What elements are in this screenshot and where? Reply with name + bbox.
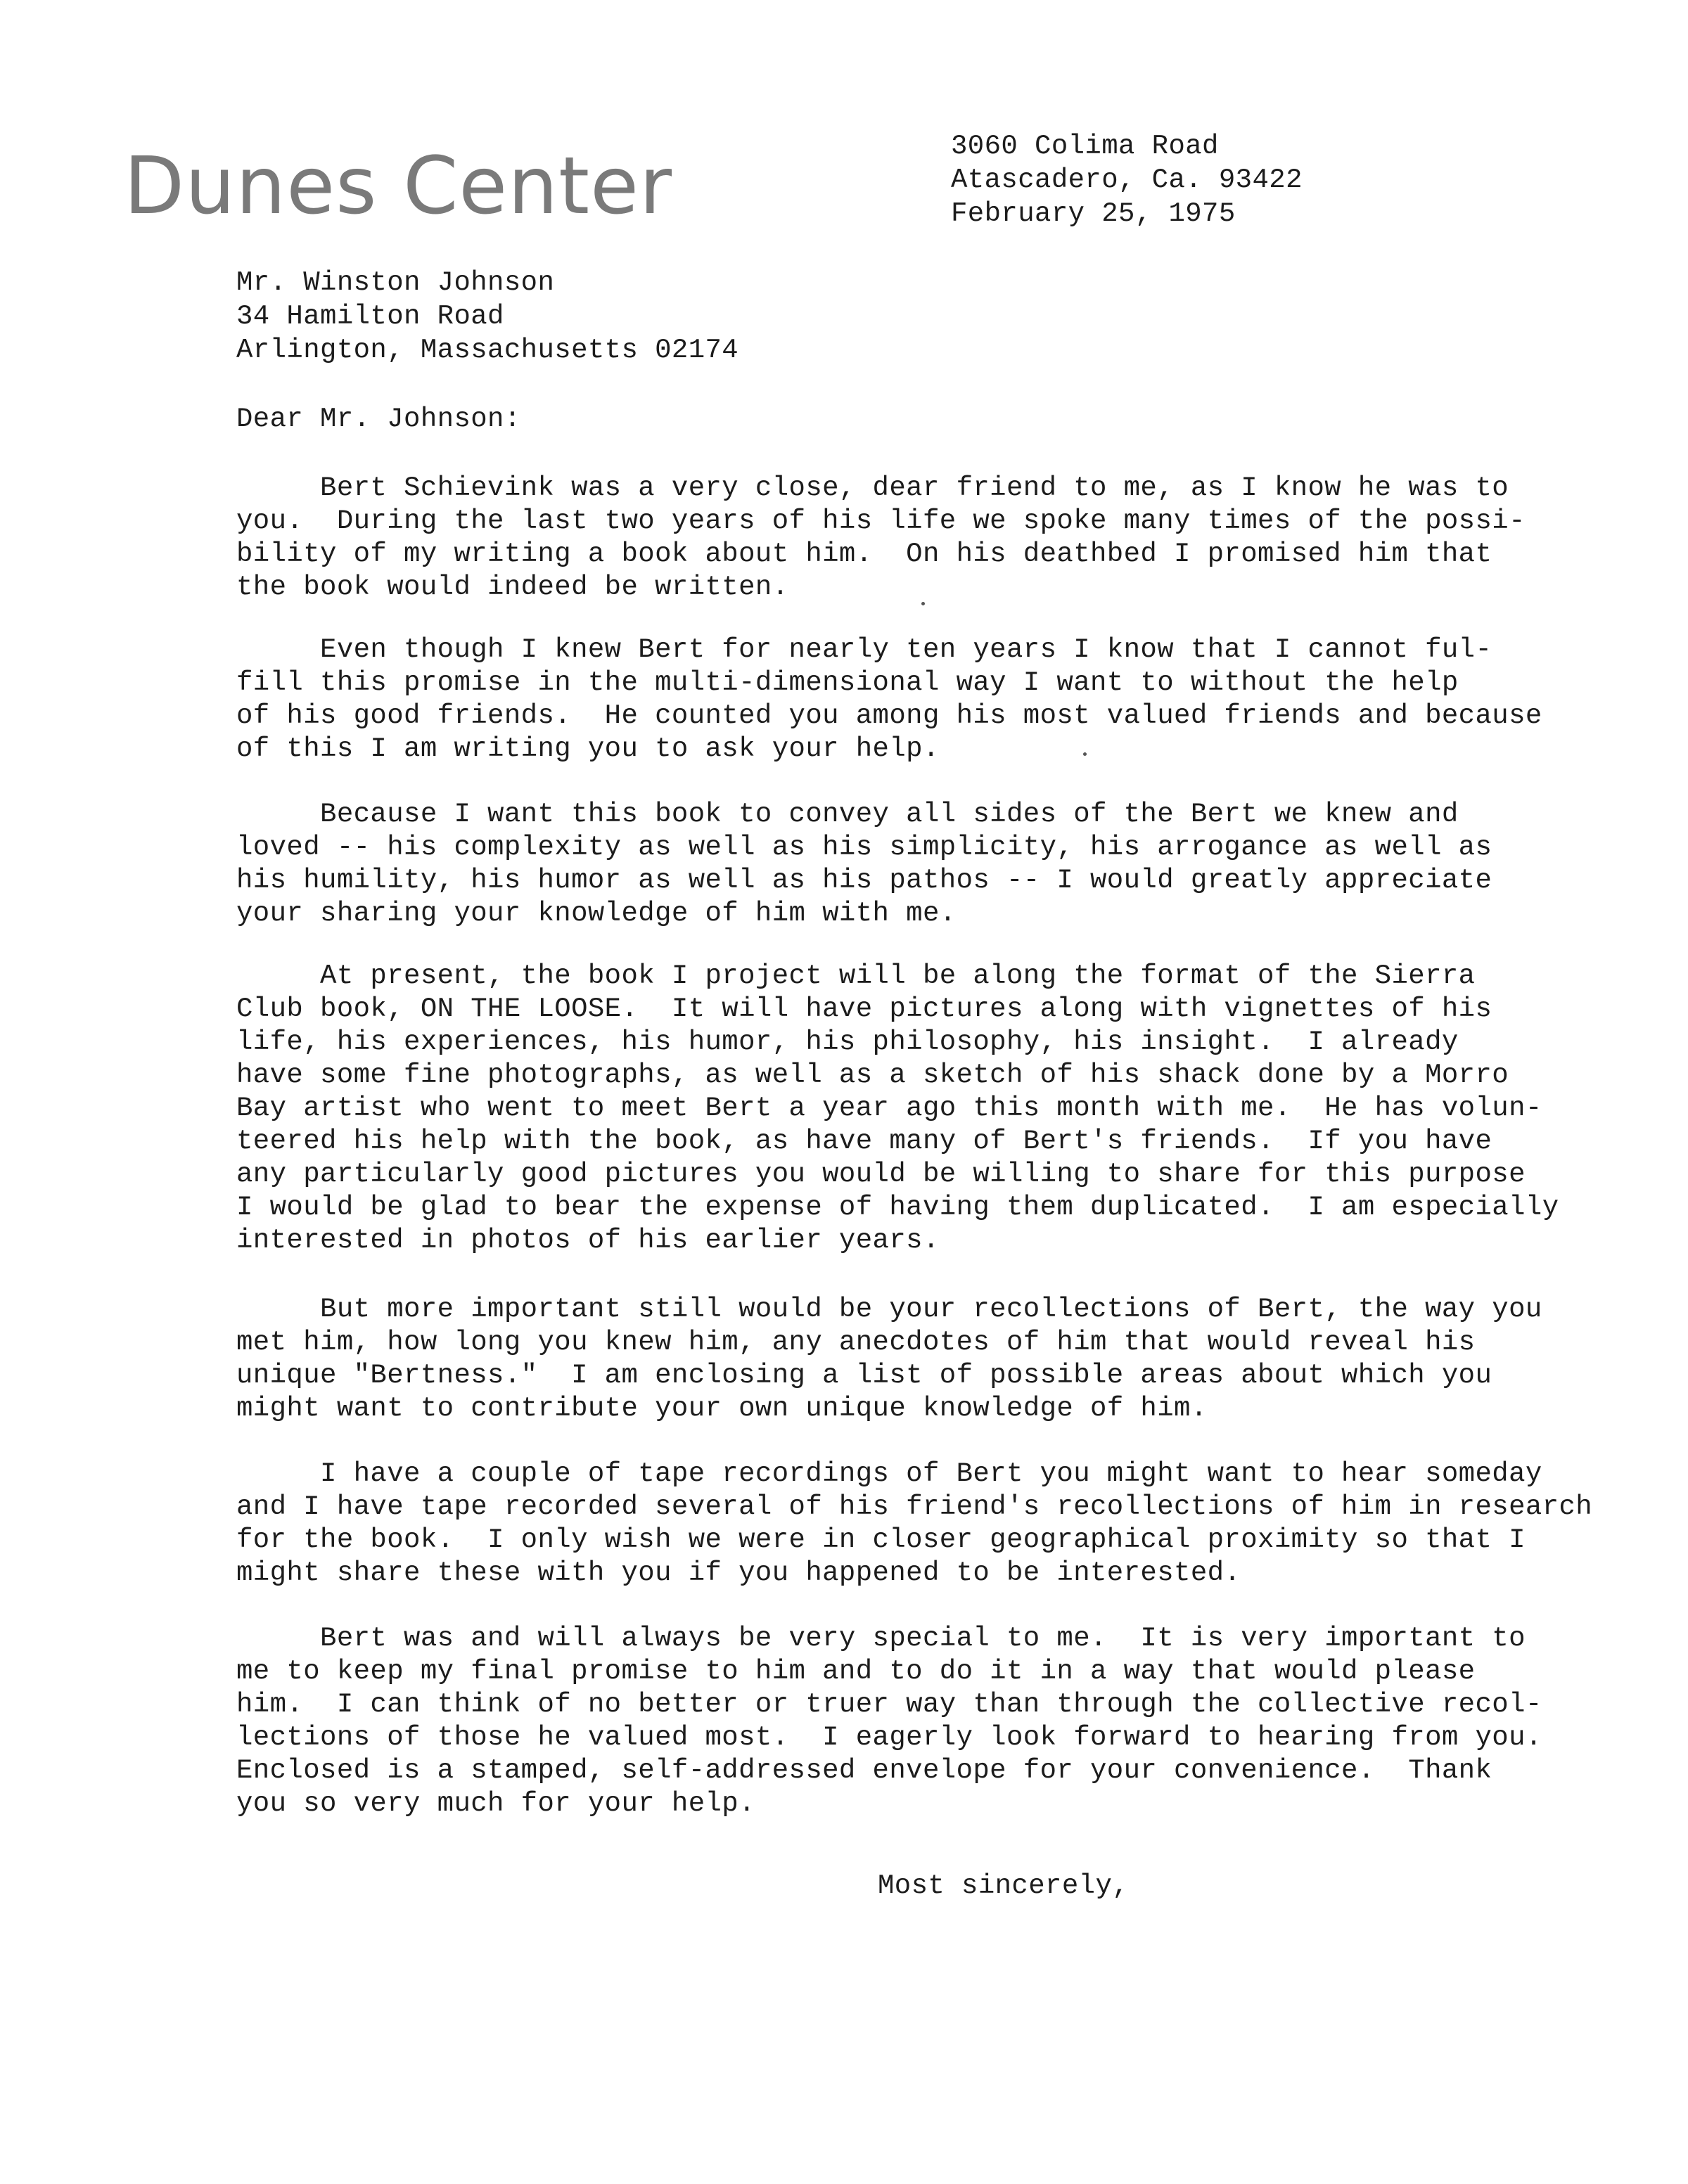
scan-speck <box>1083 752 1087 756</box>
paragraph-5-line: But more important still would be your recollections of Bert, the way you <box>236 1294 1542 1325</box>
paragraph-4-line: teered his help with the book, as have many of Bert's friends. If you have <box>236 1126 1492 1157</box>
paragraph-7-line: him. I can think of no better or truer way than through the collective recol- <box>236 1689 1542 1720</box>
paragraph-1-line: bility of my writing a book about him. On his deathbed I promised him that <box>236 539 1492 570</box>
paragraph-2-line: Even though I knew Bert for nearly ten years I know that I cannot ful- <box>236 634 1492 665</box>
paragraph-1-line: Bert Schievink was a very close, dear friend to me, as I know he was to <box>236 473 1509 503</box>
paragraph-7-line: you so very much for your help. <box>236 1788 755 1819</box>
scan-speck <box>921 602 925 605</box>
paragraph-7-line: Bert was and will always be very special to me. It is very important to <box>236 1623 1526 1654</box>
letter-date: February 25, 1975 <box>951 198 1236 229</box>
paragraph-3-line: his humility, his humor as well as his pathos -- I would greatly appreciate <box>236 865 1492 896</box>
paragraph-6-line: and I have tape recorded several of his friend's recollections of him in research <box>236 1491 1593 1522</box>
paragraph-5-line: might want to contribute your own unique knowledge of him. <box>236 1393 1208 1424</box>
recipient-city: Arlington, Massachusetts 02174 <box>236 335 739 366</box>
paragraph-7-line: lections of those he valued most. I eagerly look forward to hearing from you. <box>236 1722 1542 1753</box>
paragraph-2-line: fill this promise in the multi-dimensional way I want to without the help <box>236 667 1459 698</box>
recipient-name: Mr. Winston Johnson <box>236 267 555 298</box>
paragraph-3-line: your sharing your knowledge of him with me. <box>236 898 957 929</box>
paragraph-7-line: me to keep my final promise to him and to do it in a way that would please <box>236 1656 1476 1687</box>
paragraph-4-line: any particularly good pictures you would be willing to share for this purpose <box>236 1159 1526 1190</box>
paragraph-6-line: for the book. I only wish we were in closer geographical proximity so that I <box>236 1524 1526 1555</box>
paragraph-1-line: the book would indeed be written. <box>236 572 789 603</box>
paragraph-2-line: of this I am writing you to ask your help. <box>236 733 940 764</box>
sender-city: Atascadero, Ca. 93422 <box>951 165 1303 195</box>
paragraph-4-line: life, his experiences, his humor, his philosophy, his insight. I already <box>236 1027 1459 1058</box>
paragraph-1-line: you. During the last two years of his life we spoke many times of the possi- <box>236 506 1526 537</box>
sender-street: 3060 Colima Road <box>951 131 1219 162</box>
paragraph-4-line: Club book, ON THE LOOSE. It will have pictures along with vignettes of his <box>236 994 1492 1024</box>
paragraph-6-line: I have a couple of tape recordings of Bert you might want to hear someday <box>236 1458 1542 1489</box>
paragraph-4-line: Bay artist who went to meet Bert a year ago this month with me. He has volun- <box>236 1093 1542 1124</box>
salutation: Dear Mr. Johnson: <box>236 404 521 435</box>
paragraph-4-line: interested in photos of his earlier years. <box>236 1225 940 1256</box>
watermark-logo: Dunes Center <box>124 141 673 232</box>
recipient-street: 34 Hamilton Road <box>236 301 504 332</box>
paragraph-4-line: have some fine photographs, as well as a sketch of his shack done by a Morro <box>236 1060 1509 1091</box>
paragraph-3-line: loved -- his complexity as well as his simplicity, his arrogance as well as <box>236 832 1492 863</box>
paragraph-5-line: unique "Bertness." I am enclosing a list of possible areas about which you <box>236 1360 1492 1391</box>
paragraph-4-line: I would be glad to bear the expense of having them duplicated. I am especially <box>236 1192 1559 1223</box>
paragraph-5-line: met him, how long you knew him, any anecdotes of him that would reveal his <box>236 1327 1476 1358</box>
paragraph-7-line: Enclosed is a stamped, self-addressed envelope for your convenience. Thank <box>236 1755 1492 1786</box>
paragraph-4-line: At present, the book I project will be along the format of the Sierra <box>236 961 1476 991</box>
paragraph-6-line: might share these with you if you happened to be interested. <box>236 1557 1241 1588</box>
closing: Most sincerely, <box>878 1870 1130 1901</box>
paragraph-2-line: of his good friends. He counted you among his most valued friends and because <box>236 700 1542 731</box>
paragraph-3-line: Because I want this book to convey all sides of the Bert we knew and <box>236 799 1459 830</box>
